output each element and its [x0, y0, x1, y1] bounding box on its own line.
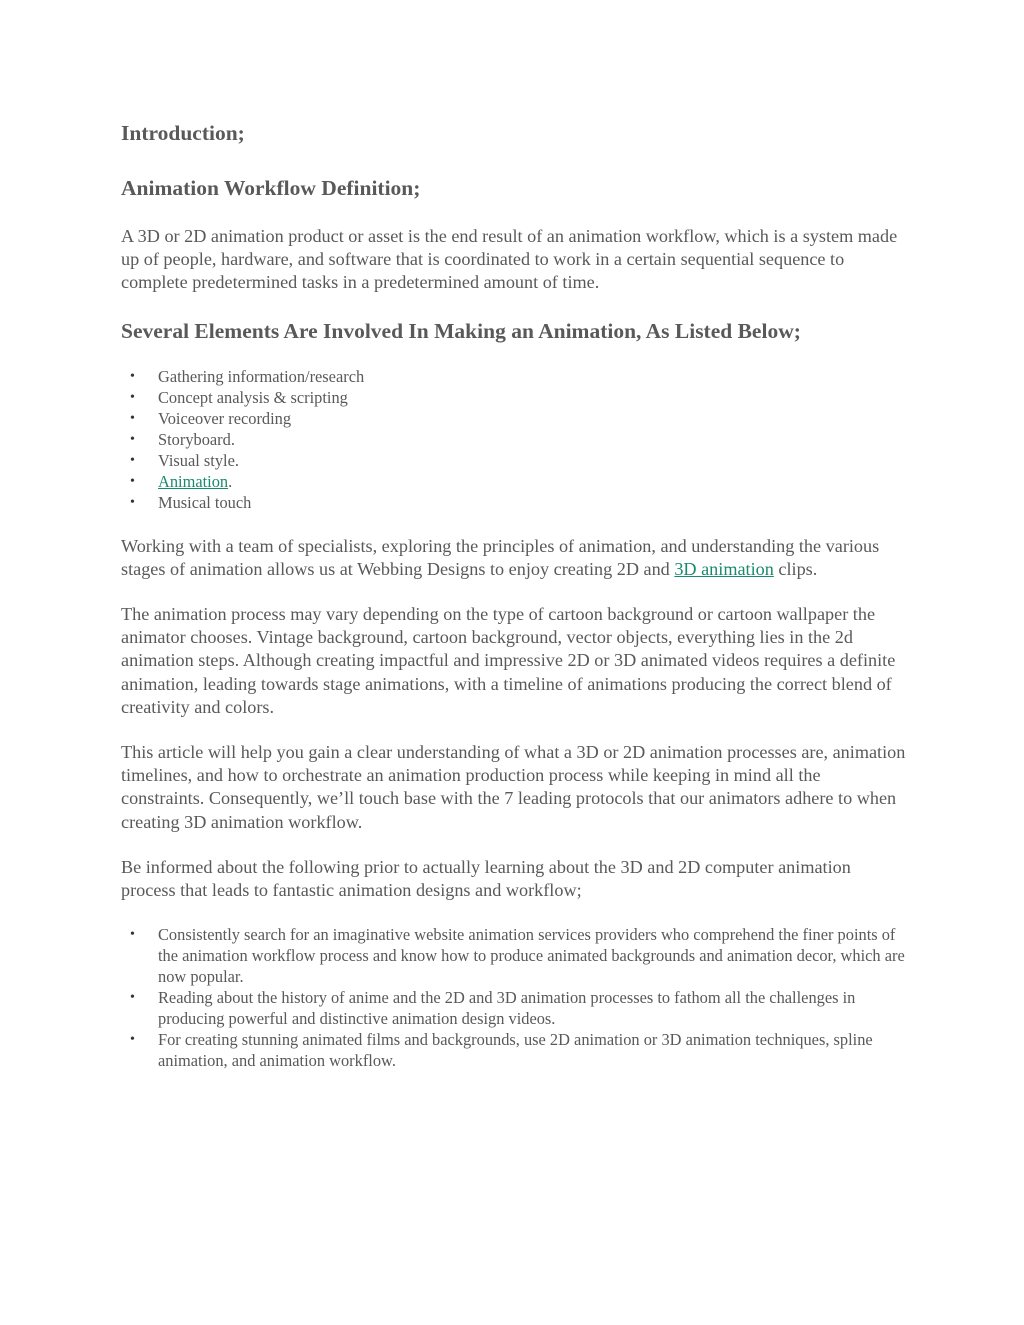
list-item-text: Consistently search for an imaginative website animation services providers who comprehend the finer points of the animation workflow process and know how to produce animated backgrounds and animation decor, which are now popular. — [158, 925, 905, 987]
list-item — [121, 1029, 906, 1071]
bullet-icon: • — [130, 368, 135, 384]
list-item — [121, 492, 906, 513]
heading-elements: Several Elements Are Involved In Making an Animation, As Listed Below; — [121, 318, 801, 343]
list-item — [121, 987, 906, 1029]
paragraph-team — [121, 535, 906, 581]
bullet-icon: • — [130, 927, 135, 943]
bullet-icon: • — [130, 494, 135, 510]
bullet-icon: • — [130, 473, 135, 489]
list-item-text: Voiceover recording — [158, 408, 292, 428]
elements-list — [121, 366, 906, 513]
list-item — [121, 450, 906, 471]
list-item-text: Reading about the history of anime and the 2D and 3D animation processes to fathom all the challenges in producing powerful and distinctive animation design videos. — [158, 988, 856, 1029]
paragraph-definition: A 3D or 2D animation product or asset is the end result of an animation workflow, which is a system made up of people, hardware, and software that is coordinated to work in a certain sequential sequence to complete predetermined tasks in a predetermined amount of time. — [121, 226, 898, 293]
document-page — [121, 118, 906, 1071]
heading-introduction: Introduction; — [121, 121, 245, 145]
list-item-text: Visual style. — [158, 450, 239, 470]
list-item-text: For creating stunning animated films and backgrounds, use 2D animation or 3D animation techniques, spline animation, and animation workflow. — [158, 1030, 873, 1071]
team-text-end: clips. — [773, 558, 818, 579]
paragraph-article: This article will help you gain a clear understanding of what a 3D or 2D animation processes are, animation timelines, and how to orchestrate an animation production process while keeping in mind all the constraints. Consequently, we’ll touch base with the 7 leading protocols that our animators adhere to when creating 3D animation workflow. — [121, 742, 906, 832]
tips-list — [121, 924, 906, 1071]
bullet-icon: • — [130, 431, 135, 447]
list-item-text: Concept analysis & scripting — [158, 387, 348, 407]
list-item-text: Musical touch — [158, 492, 252, 512]
3d-animation-link[interactable]: 3D animation — [674, 558, 774, 579]
paragraph-informed: Be informed about the following prior to actually learning about the 3D and 2D computer animation process that leads to fantastic animation designs and workflow; — [121, 856, 851, 901]
list-item — [121, 924, 906, 987]
list-item — [121, 408, 906, 429]
list-item — [121, 471, 906, 492]
paragraph-process: The animation process may vary depending on the type of cartoon background or cartoon wallpaper the animator chooses. Vintage background, cartoon background, vector objects, everything lies in the 2d animation steps. Although creating impactful and impressive 2D or 3D animated videos requires a definite animation, leading towards stage animations, with a timeline of animations producing the correct blend of creativity and colors. — [121, 604, 896, 717]
bullet-icon: • — [130, 452, 135, 468]
heading-workflow-definition: Animation Workflow Definition; — [121, 176, 421, 200]
animation-link[interactable]: Animation — [158, 471, 229, 491]
list-item — [121, 366, 906, 387]
list-item — [121, 429, 906, 450]
bullet-icon: • — [130, 389, 135, 405]
bullet-icon: • — [130, 1032, 135, 1048]
list-item-suffix: . — [228, 471, 233, 491]
list-item-text: Storyboard. — [158, 429, 235, 449]
list-item-text: Gathering information/research — [158, 366, 365, 386]
team-text-start: Working with a team of specialists, exploring the principles of animation, and understanding the various stages of animation allows us at Webbing Designs to enjoy creating 2D and — [121, 535, 880, 579]
bullet-icon: • — [130, 410, 135, 426]
bullet-icon: • — [130, 990, 135, 1006]
list-item — [121, 387, 906, 408]
